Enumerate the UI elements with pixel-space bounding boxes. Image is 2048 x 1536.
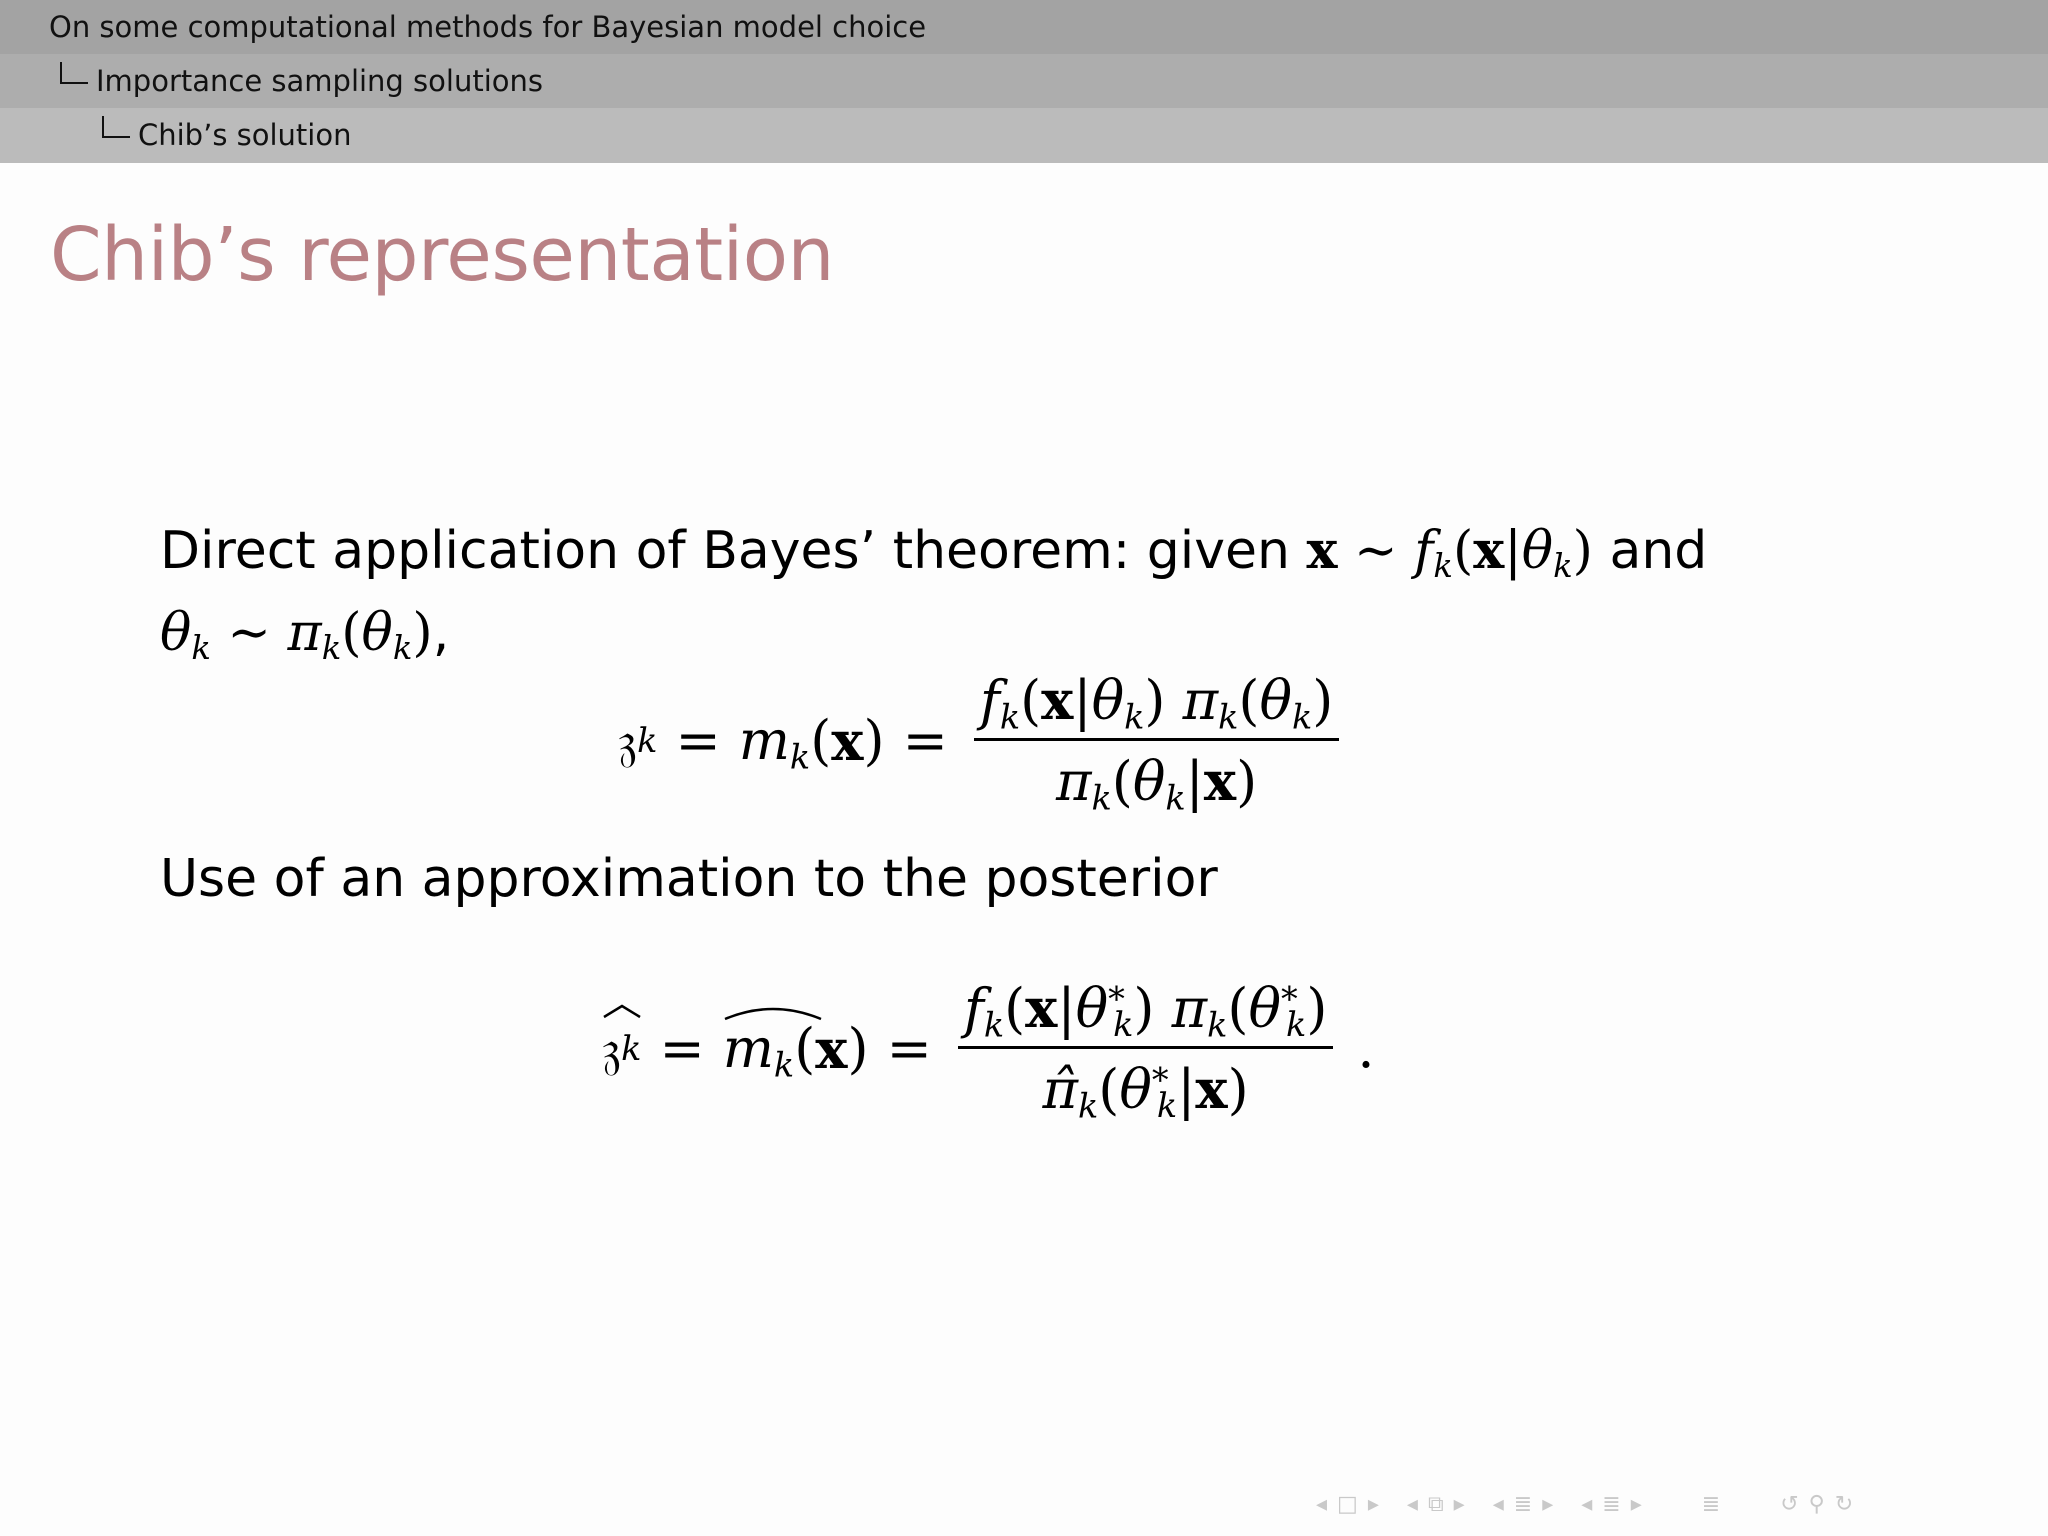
- breadcrumb-level-3: [0, 108, 2048, 163]
- hat-accent: $m_k$: [723, 1017, 795, 1080]
- body-line-3: Use of an approximation to the posterior: [160, 849, 1218, 909]
- breadcrumb-level-1: [0, 0, 2048, 54]
- tree-corner-icon: [60, 62, 88, 84]
- breadcrumb-subsection[interactable]: Chib’s solution: [138, 118, 352, 152]
- search-icon[interactable]: ⚲: [1808, 1491, 1825, 1517]
- frame-icon[interactable]: □: [1337, 1491, 1358, 1517]
- undo-icon[interactable]: ↺: [1780, 1491, 1799, 1517]
- tree-corner-icon: [102, 116, 130, 138]
- hat-accent: 𝔷: [602, 1017, 621, 1081]
- align-icon[interactable]: ≣: [1701, 1491, 1721, 1517]
- fraction: $\frac{f_k(x|\theta_k) \pi_k(\theta_k)}{\pi_k(\theta_k|x)}$: [974, 668, 1340, 813]
- arrow-left-icon[interactable]: ◂: [1581, 1491, 1593, 1517]
- arrow-right-icon[interactable]: ▸: [1542, 1491, 1554, 1517]
- body-text-suffix: and: [1592, 521, 1708, 581]
- body-text-prefix: Direct application of Bayes’ theorem: given: [160, 521, 1307, 581]
- arrow-left-icon[interactable]: ◂: [1316, 1491, 1328, 1517]
- equation-chib-approximation: 𝔷 k = $m_k$ ( x ) = $\frac{f_k(x|\theta^*_k) \pi_k(\theta^*_k)}{\pî_k(\theta^*_k|x)}$ .: [602, 976, 1375, 1126]
- math-prior: $\theta_k$ ∼ $\pi_k(\theta_k)$: [160, 603, 433, 668]
- arrow-left-icon[interactable]: ◂: [1492, 1491, 1504, 1517]
- arrow-right-icon[interactable]: ▸: [1453, 1491, 1465, 1517]
- arrow-left-icon[interactable]: ◂: [1406, 1491, 1418, 1517]
- arrow-right-icon[interactable]: ▸: [1367, 1491, 1379, 1517]
- body-line-2: $\theta_k$ ∼ $\pi_k(\theta_k)$,: [160, 603, 450, 668]
- breadcrumb-level-2: [0, 54, 2048, 108]
- breadcrumb-title[interactable]: On some computational methods for Bayesian model choice: [49, 10, 927, 44]
- list-icon[interactable]: ≣: [1602, 1491, 1621, 1517]
- body-line-1: [160, 520, 1708, 586]
- beamer-navigation: [1316, 1488, 1853, 1520]
- equation-chib-identity: 𝔷 k = $m_k$ ( x ) = $\frac{f_k(x|\theta_k) \pi_k(\theta_k)}{\pi_k(\theta_k|x)}$: [618, 668, 1347, 813]
- breadcrumb-section[interactable]: Importance sampling solutions: [96, 64, 544, 98]
- arrow-right-icon[interactable]: ▸: [1630, 1491, 1642, 1517]
- redo-icon[interactable]: ↻: [1834, 1491, 1854, 1517]
- section-icon[interactable]: ⧉: [1427, 1491, 1444, 1517]
- fraction: $\frac{f_k(x|\theta^*_k) \pi_k(\theta^*_k)}{\pî_k(\theta^*_k|x)}$: [958, 976, 1334, 1121]
- subsection-icon[interactable]: ≣: [1513, 1491, 1533, 1517]
- slide-title: Chib’s representation: [50, 212, 834, 298]
- math-given: x ∼ $f_k(x|\theta_k)$: [1306, 520, 1593, 586]
